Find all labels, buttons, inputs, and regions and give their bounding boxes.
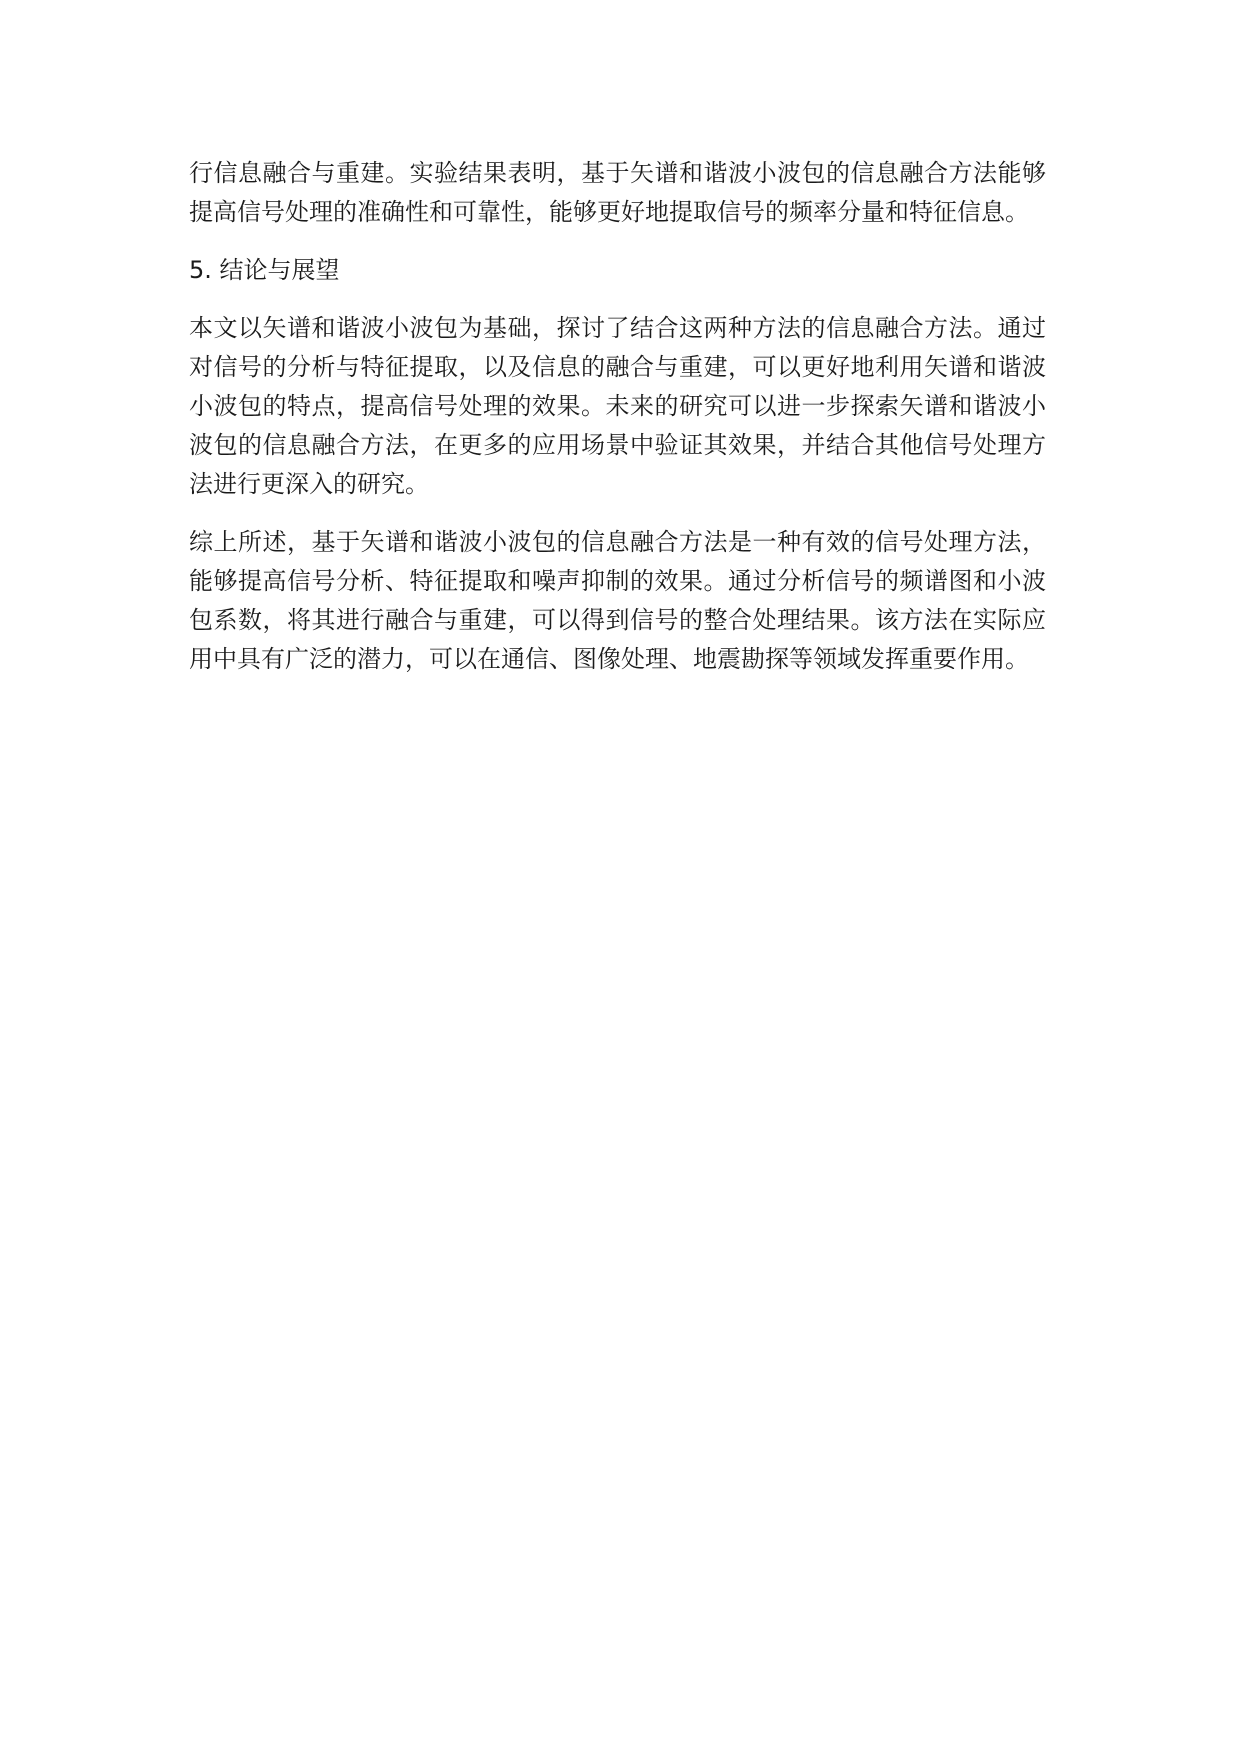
body-paragraph-summary: 综上所述，基于矢谱和谐波小波包的信息融合方法是一种有效的信号处理方法，能够提高信号分析、特征提取和噪声抑制的效果。通过分析信号的频谱图和小波包系数，将其进行融合与重建，可以得到信号的整合处理结果。该方法在实际应用中具有广泛的潜力，可以在通信、图像处理、地震勘探等领域发挥重要作用。 xyxy=(189,528,1046,673)
body-paragraph-results: 行信息融合与重建。实验结果表明，基于矢谱和谐波小波包的信息融合方法能够提高信号处理的准确性和可靠性，能够更好地提取信号的频率分量和特征信息。 xyxy=(189,159,1046,226)
body-paragraph-conclusion: 本文以矢谱和谐波小波包为基础，探讨了结合这两种方法的信息融合方法。通过对信号的分析与特征提取，以及信息的融合与重建，可以更好地利用矢谱和谐波小波包的特点，提高信号处理的效果。未来的研究可以进一步探索矢谱和谐波小波包的信息融合方法，在更多的应用场景中验证其效果，并结合其他信号处理方法进行更深入的研究。 xyxy=(189,314,1046,498)
section-heading-conclusion: 5. 结论与展望 xyxy=(189,256,340,284)
